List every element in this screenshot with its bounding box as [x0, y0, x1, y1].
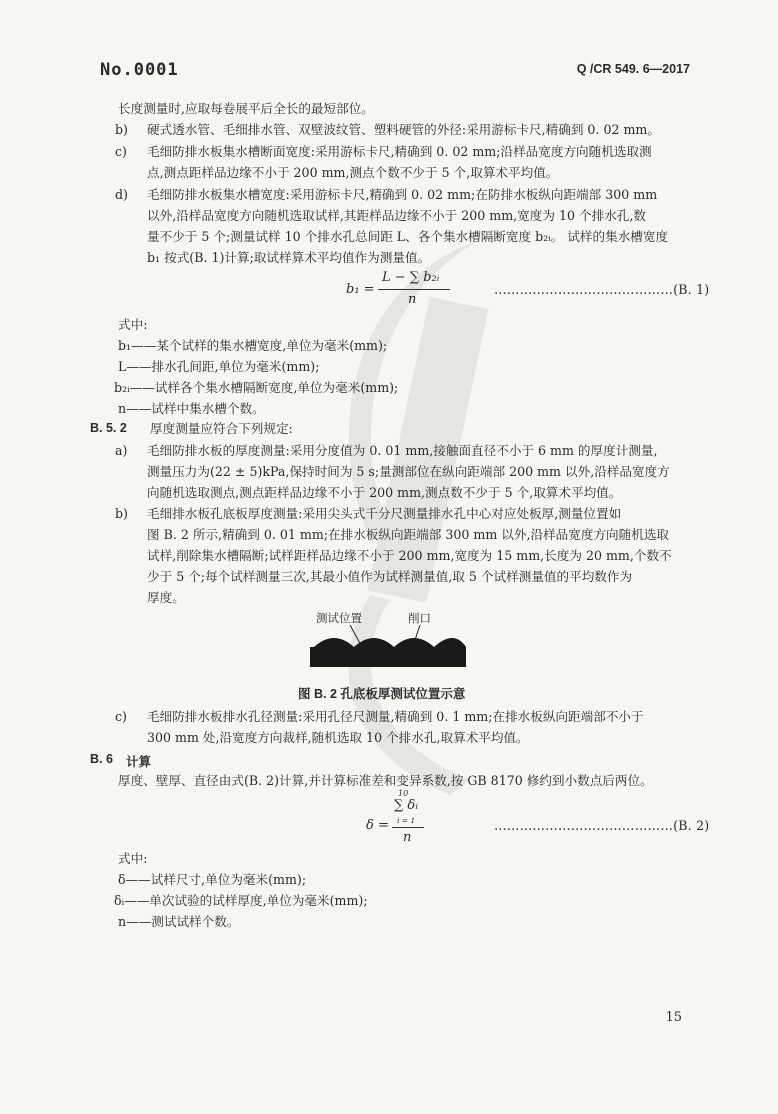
variable-definition: δ——试样尺寸,单位为毫米(mm); [118, 872, 307, 887]
section-title: 计算 [126, 755, 152, 769]
item-label: a) [115, 443, 128, 458]
text-line: 毛细防排水板集水槽宽度:采用游标卡尺,精确到 0. 02 mm;在防排水板纵向距端部 300 mm [147, 187, 658, 202]
figure-label-cut: 削口 [408, 611, 431, 625]
standard-code: Q /CR 549. 6—2017 [576, 62, 690, 76]
where-title: 式中: [118, 851, 148, 866]
item-label: b) [115, 506, 128, 521]
text-line: 测量压力为(22 ± 5)kPa,保持时间为 5 s;量测部位在纵向距端部 200 mm 以外,沿样品宽度方 [147, 464, 670, 479]
text-line: 毛细防排水板排水孔径测量:采用孔径尺测量,精确到 0. 1 mm;在排水板纵向距端部不小于 [147, 709, 644, 724]
sum-lower: i = 1 [397, 816, 416, 825]
section-number: B. 6 [90, 752, 113, 766]
item-label: c) [115, 709, 127, 724]
text-line: 向随机选取测点,测点距样品边缘不小于 200 mm,测点数不少于 5 个,取算术平均值。 [147, 485, 622, 500]
text-line: 图 B. 2 所示,精确到 0. 01 mm;在排水板纵向距端部 300 mm 以外,沿样品宽度方向随机选取 [147, 527, 670, 542]
text-line: 少于 5 个;每个试样测量三次,其最小值作为试样测量值,取 5 个试样测量值的平均数作为 [147, 569, 633, 584]
formula-number: ……………………………………(B. 1) [494, 282, 710, 297]
where-title: 式中: [118, 317, 148, 332]
figure-label-test-position: 测试位置 [316, 611, 362, 625]
variable-definition: L——排水孔间距,单位为毫米(mm); [118, 359, 320, 374]
formula-numerator: ∑ δᵢ [394, 798, 418, 813]
text-line: 厚度、壁厚、直径由式(B. 2)计算,并计算标准差和变异系数,按 GB 8170 修约到小数点后两位。 [118, 773, 653, 788]
text-line: 点,测点距样品边缘不小于 200 mm,测点个数不少于 5 个,取算术平均值。 [147, 165, 559, 180]
page-number: 15 [665, 1010, 682, 1025]
text-line: 毛细防排水板集水槽断面宽度:采用游标卡尺,精确到 0. 02 mm;沿样品宽度方向随机选取测 [147, 144, 652, 159]
item-label: b) [115, 122, 128, 137]
variable-definition: b₂ᵢ——试样各个集水槽隔断宽度,单位为毫米(mm); [114, 380, 399, 395]
text-line: 量不少于 5 个;测量试样 10 个排水孔总间距 L、各个集水槽隔断宽度 b₂ᵢ。 试样的集水槽宽度 [147, 229, 669, 244]
figure-diagram [310, 625, 470, 670]
variable-definition: δᵢ——单次试验的试样厚度,单位为毫米(mm); [114, 893, 368, 908]
variable-definition: n——测试试样个数。 [118, 914, 240, 929]
text-line: 厚度。 [147, 590, 185, 605]
formula-denominator: n [403, 830, 412, 845]
section-number: B. 5. 2 [90, 421, 127, 435]
text-line: 毛细防排水板的厚度测量:采用分度值为 0. 01 mm,接触面直径不小于 6 mm 的厚度计测量, [147, 443, 658, 458]
formula-lhs: b₁ = [346, 282, 375, 297]
sum-upper: 10 [398, 789, 409, 798]
figure-caption: 图 B. 2 孔底板厚测试位置示意 [298, 687, 466, 701]
text-line: 试样,削除集水槽隔断;试样距样品边缘不小于 200 mm,宽度为 15 mm,长度为 20 mm,个数不 [147, 548, 672, 563]
text-line: 毛细排水板孔底板厚度测量:采用尖头式千分尺测量排水孔中心对应处板厚,测量位置如 [147, 506, 622, 521]
text-line: 长度测量时,应取每卷展平后全长的最短部位。 [118, 101, 374, 116]
text-line: 硬式透水管、毛细排水管、双壁波纹管、塑料硬管的外径:采用游标卡尺,精确到 0. 02 mm。 [147, 122, 660, 137]
formula-lhs: δ = [366, 818, 389, 833]
document-number: No.0001 [100, 60, 179, 80]
text-line: b₁ 按式(B. 1)计算;取试样算术平均值作为测量值。 [147, 250, 431, 265]
text-line: 以外,沿样品宽度方向随机选取试样,其距样品边缘不小于 200 mm,宽度为 10 个排水孔,数 [147, 208, 646, 223]
formula-numerator: L − ∑ b₂ᵢ [382, 270, 440, 285]
item-label: d) [115, 187, 128, 202]
variable-definition: n——试样中集水槽个数。 [118, 401, 265, 416]
fraction-bar [378, 289, 450, 290]
formula-denominator: n [408, 292, 417, 307]
formula-number: ……………………………………(B. 2) [494, 818, 710, 833]
text-line: 300 mm 处,沿宽度方向裁样,随机选取 10 个排水孔,取算术平均值。 [147, 730, 529, 745]
variable-definition: b₁——某个试样的集水槽宽度,单位为毫米(mm); [118, 338, 388, 353]
section-title: 厚度测量应符合下列规定: [150, 421, 293, 436]
item-label: c) [115, 144, 127, 159]
fraction-bar [392, 827, 424, 828]
